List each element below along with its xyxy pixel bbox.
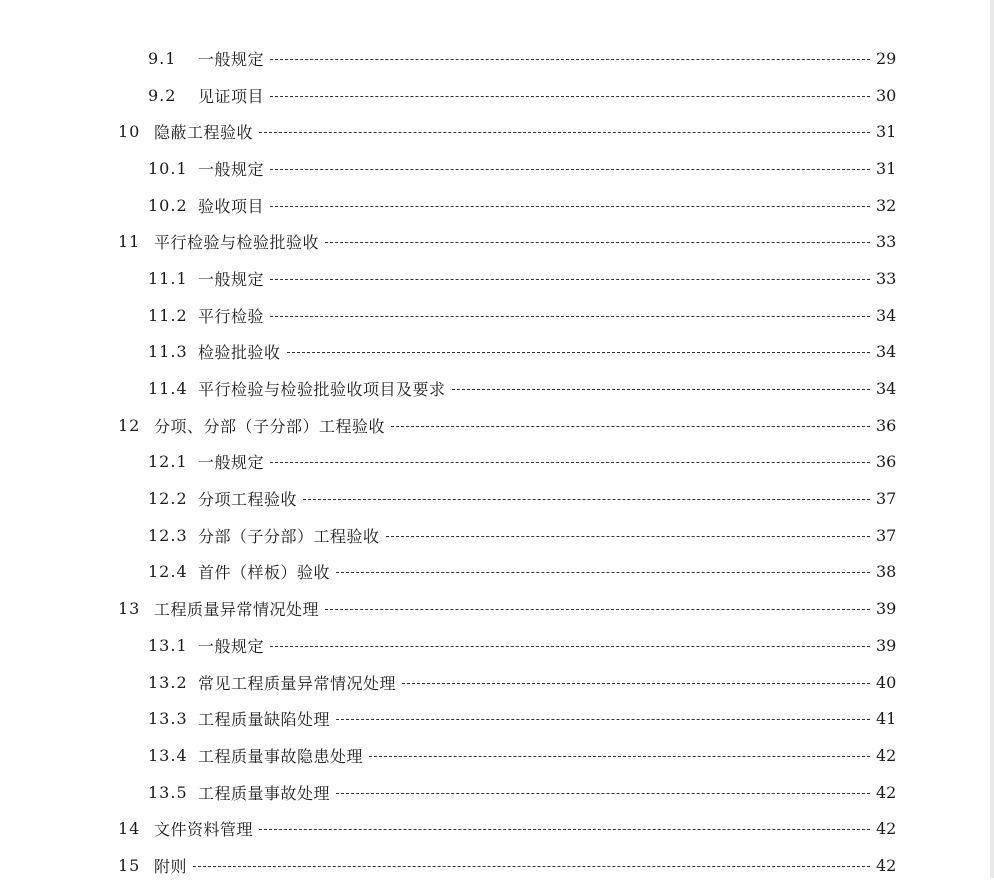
toc-dot-leader [270,316,870,317]
toc-entry-11-3[interactable] [0,334,994,371]
toc-dot-leader [391,426,870,427]
toc-dot-leader [259,132,870,133]
toc-entry-12[interactable] [0,407,994,444]
toc-dot-leader [270,646,870,647]
toc-entry-title: 检验批验收 [198,343,281,363]
toc-dot-leader [270,462,870,463]
toc-entry-title: 平行检验与检验批验收项目及要求 [198,380,446,400]
toc-entry-title: 常见工程质量异常情况处理 [198,673,397,693]
toc-entry-page-number: 36 [876,415,897,435]
toc-entry-page-number: 41 [876,709,897,729]
toc-entry-13[interactable] [0,590,994,627]
toc-entry-title: 工程质量事故隐患处理 [198,746,364,766]
toc-dot-leader [325,609,870,610]
toc-entry-number: 11.3 [148,342,188,362]
toc-entry-number: 12 [118,415,141,435]
toc-entry-title: 工程质量事故处理 [198,783,331,803]
toc-entry-number: 9.2 [148,85,177,105]
toc-entry-title: 平行检验与检验批验收 [154,233,320,253]
toc-entry-9-2[interactable] [0,77,994,114]
toc-entry-11[interactable] [0,223,994,260]
toc-dot-leader [259,829,870,830]
toc-entry-title: 分项、分部（子分部）工程验收 [154,416,386,436]
toc-entry-page-number: 34 [876,305,897,325]
toc-dot-leader [336,719,870,720]
toc-dot-leader [270,96,870,97]
toc-entry-number: 10.2 [148,195,188,215]
toc-entry-page-number: 42 [876,819,897,839]
toc-entry-page-number: 39 [876,599,897,619]
toc-entry-number: 13.4 [148,745,188,765]
toc-entry-title: 附则 [154,856,188,876]
toc-dot-leader [193,866,870,867]
toc-entry-11-2[interactable] [0,297,994,334]
toc-entry-page-number: 37 [876,525,897,545]
toc-entry-number: 10 [118,122,141,142]
toc-entry-12-3[interactable] [0,517,994,554]
toc-entry-13-5[interactable] [0,774,994,811]
toc-entry-number: 12.3 [148,525,188,545]
toc-entry-12-1[interactable] [0,444,994,481]
toc-entry-page-number: 39 [876,635,897,655]
toc-entry-page-number: 29 [876,48,897,68]
toc-entry-page-number: 36 [876,452,897,472]
toc-entry-title: 一般规定 [198,269,265,289]
toc-entry-13-2[interactable] [0,664,994,701]
toc-entry-number: 13.1 [148,635,188,655]
toc-entry-title: 隐蔽工程验收 [154,123,254,143]
toc-entry-title: 平行检验 [198,306,265,326]
toc-entry-page-number: 38 [876,562,897,582]
toc-entry-title: 首件（样板）验收 [198,563,331,583]
toc-entry-number: 12.4 [148,562,188,582]
toc-entry-12-2[interactable] [0,480,994,517]
toc-dot-leader [270,279,870,280]
toc-entry-11-4[interactable] [0,370,994,407]
toc-entry-number: 13.3 [148,709,188,729]
toc-entry-13-1[interactable] [0,627,994,664]
toc-dot-leader [325,242,870,243]
toc-entry-title: 工程质量异常情况处理 [154,600,320,620]
toc-entry-title: 分部（子分部）工程验收 [198,526,380,546]
toc-dot-leader [270,206,870,207]
toc-entry-number: 11 [118,232,141,252]
toc-entry-12-4[interactable] [0,554,994,591]
toc-dot-leader [336,793,870,794]
toc-entry-title: 文件资料管理 [154,820,254,840]
table-of-contents [0,40,994,884]
toc-entry-title: 一般规定 [198,49,265,69]
toc-entry-10-2[interactable] [0,187,994,224]
toc-dot-leader [287,352,870,353]
toc-entry-page-number: 42 [876,782,897,802]
toc-entry-10-1[interactable] [0,150,994,187]
toc-entry-page-number: 42 [876,855,897,875]
toc-dot-leader [270,169,870,170]
toc-entry-number: 11.2 [148,305,188,325]
toc-entry-title: 一般规定 [198,636,265,656]
toc-entry-number: 11.4 [148,379,188,399]
toc-dot-leader [336,572,870,573]
toc-entry-page-number: 40 [876,672,897,692]
toc-dot-leader [303,499,870,500]
toc-entry-title: 一般规定 [198,159,265,179]
toc-entry-13-4[interactable] [0,737,994,774]
toc-entry-title: 分项工程验收 [198,490,298,510]
toc-entry-number: 12.2 [148,489,188,509]
toc-entry-15[interactable] [0,847,994,884]
toc-entry-9-1[interactable] [0,40,994,77]
toc-dot-leader [270,59,870,60]
toc-entry-13-3[interactable] [0,700,994,737]
toc-entry-page-number: 33 [876,268,897,288]
toc-entry-number: 11.1 [148,268,188,288]
toc-entry-number: 14 [118,819,141,839]
toc-entry-number: 12.1 [148,452,188,472]
toc-entry-title: 一般规定 [198,453,265,473]
toc-entry-page-number: 42 [876,745,897,765]
toc-entry-page-number: 32 [876,195,897,215]
toc-entry-page-number: 30 [876,85,897,105]
toc-entry-10[interactable] [0,113,994,150]
toc-entry-14[interactable] [0,810,994,847]
toc-dot-leader [386,536,870,537]
toc-entry-page-number: 34 [876,342,897,362]
toc-entry-title: 验收项目 [198,196,265,216]
toc-entry-page-number: 37 [876,489,897,509]
toc-entry-number: 15 [118,855,141,875]
toc-entry-page-number: 31 [876,122,897,142]
toc-dot-leader [452,389,870,390]
toc-entry-page-number: 33 [876,232,897,252]
toc-entry-number: 13 [118,599,141,619]
toc-entry-number: 13.5 [148,782,188,802]
toc-entry-number: 9.1 [148,48,177,68]
toc-dot-leader [369,756,870,757]
toc-entry-number: 13.2 [148,672,188,692]
toc-entry-11-1[interactable] [0,260,994,297]
toc-entry-page-number: 34 [876,379,897,399]
toc-entry-page-number: 31 [876,158,897,178]
toc-entry-number: 10.1 [148,158,188,178]
toc-entry-title: 见证项目 [198,86,265,106]
toc-dot-leader [402,683,870,684]
toc-entry-title: 工程质量缺陷处理 [198,710,331,730]
